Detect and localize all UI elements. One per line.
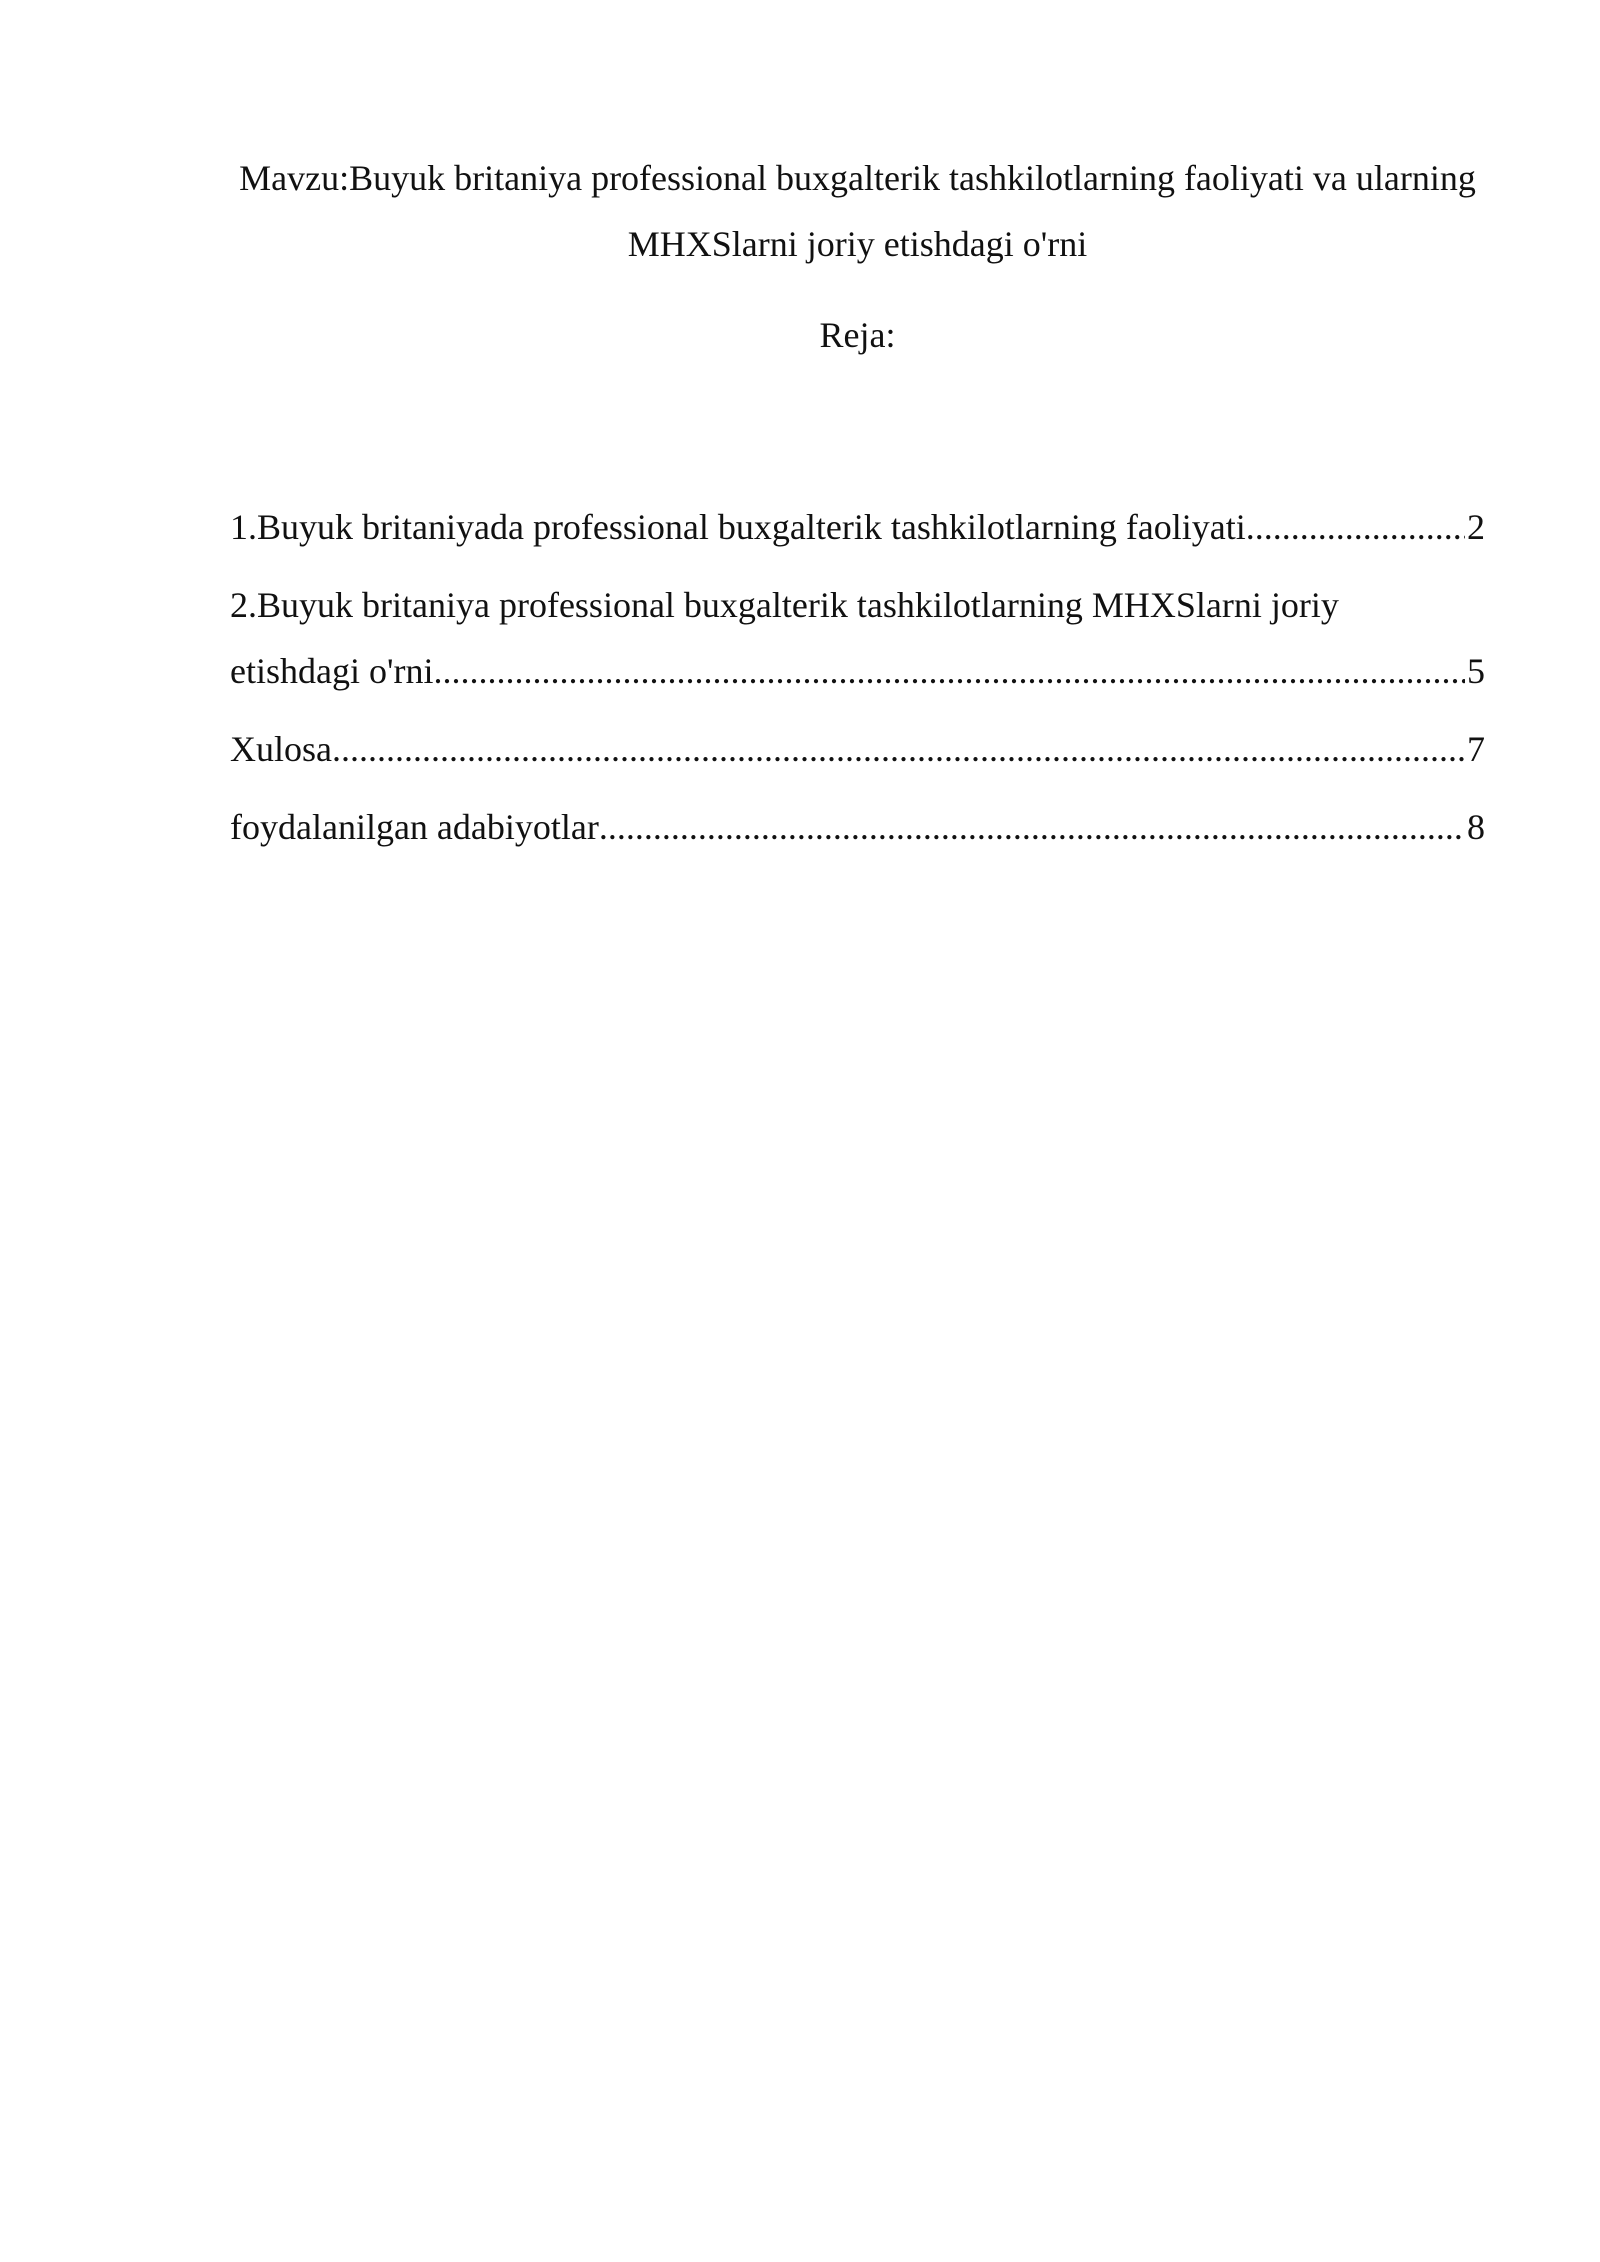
toc-entry-text: 1.Buyuk britaniyada professional buxgalterik tashkilotlarning faoliyati: [230, 507, 1246, 547]
toc-dot-leader: [332, 716, 1465, 782]
toc-entry-text: Xulosa: [230, 729, 332, 769]
toc-entry-2: [230, 572, 1485, 704]
toc-dot-leader: [599, 794, 1465, 860]
toc-page-number: 5: [1467, 651, 1485, 691]
toc-page-number: 2: [1467, 507, 1485, 547]
toc-entry-3: [230, 716, 1485, 782]
toc-entry-1: [230, 494, 1485, 560]
plan-heading: Reja:: [819, 315, 896, 355]
toc-dot-leader: [433, 638, 1465, 704]
document-title: Mavzu:Buyuk britaniya professional buxgalterik tashkilotlarning faoliyati va ularning MHXSlarni joriy etishdagi o'rni: [239, 158, 1476, 264]
toc-entry-text-line-1: 2.Buyuk britaniya professional buxgalterik tashkilotlarning MHXSlarni joriy: [230, 585, 1339, 625]
toc-page-number: 8: [1467, 807, 1485, 847]
toc-entry-text: foydalanilgan adabiyotlar: [230, 807, 599, 847]
toc-dot-leader: [1246, 494, 1465, 560]
toc-entry-text: etishdagi o'rni: [230, 651, 434, 691]
toc-entry-4: [230, 794, 1485, 860]
table-of-contents: [230, 494, 1485, 872]
toc-page-number: 7: [1467, 729, 1485, 769]
